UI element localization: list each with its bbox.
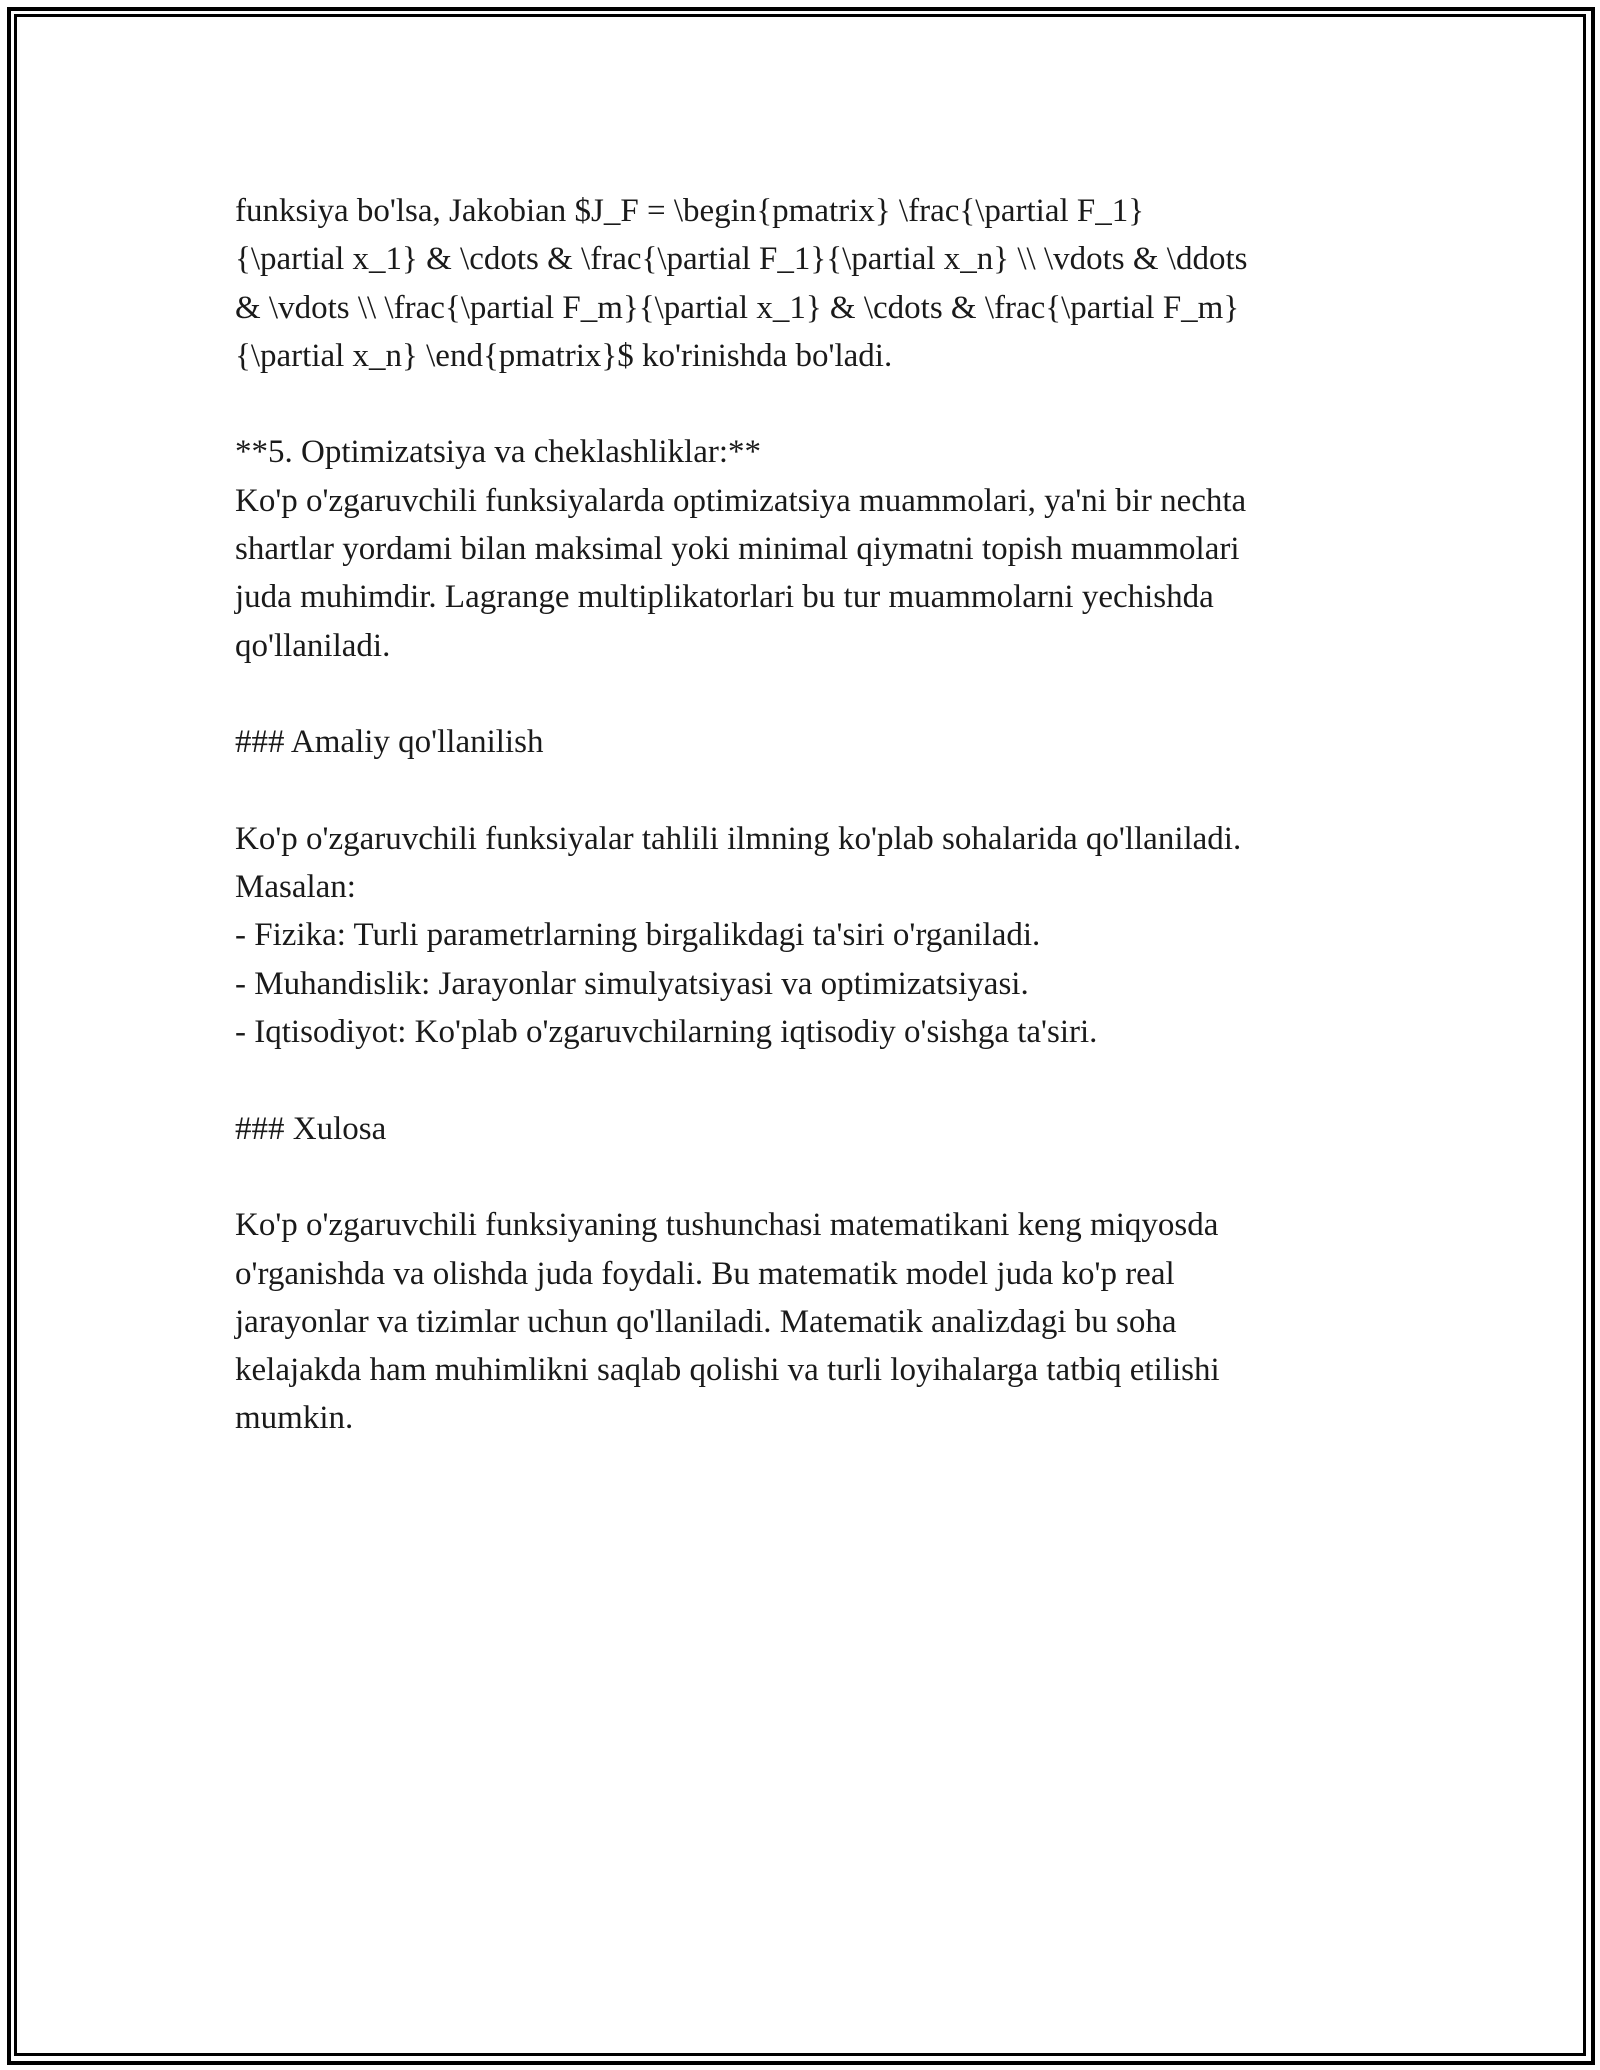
paragraph-gap <box>235 670 1375 718</box>
document-body <box>235 187 1375 1443</box>
text-line: jarayonlar va tizimlar uchun qo'llaniladi. Matematik analizdagi bu soha <box>235 1303 1177 1340</box>
text-line: Ko'p o'zgaruvchili funksiyalarda optimizatsiya muammolari, ya'ni bir nechta <box>235 482 1247 519</box>
text-line: Masalan: <box>235 869 356 906</box>
paragraph-gap <box>235 1056 1375 1104</box>
paragraph-gap <box>235 380 1375 428</box>
text-line: juda muhimdir. Lagrange multiplikatorlari bu tur muammolarni yechishda <box>235 579 1214 616</box>
list-item: - Fizika: Turli parametrlarning birgalikdagi ta'siri o'rganiladi. <box>235 917 1041 954</box>
paragraph-gap <box>235 767 1375 815</box>
list-item: - Muhandislik: Jarayonlar simulyatsiyasi va optimizatsiyasi. <box>235 965 1029 1002</box>
text-line: & \vdots \\ \frac{\partial F_m}{\partial x_1} & \cdots & \frac{\partial F_m} <box>235 289 1240 326</box>
section-heading: ### Amaliy qo'llanilish <box>235 724 544 761</box>
list-item: - Iqtisodiyot: Ko'plab o'zgaruvchilarning iqtisodiy o'sishga ta'siri. <box>235 1014 1098 1051</box>
text-line: shartlar yordami bilan maksimal yoki minimal qiymatni topish muammolari <box>235 531 1240 568</box>
text-line: Ko'p o'zgaruvchili funksiyaning tushunchasi matematikani keng miqyosda <box>235 1207 1219 1244</box>
text-line: funksiya bo'lsa, Jakobian $J_F = \begin{pmatrix} \frac{\partial F_1} <box>235 193 1145 229</box>
text-line: Ko'p o'zgaruvchili funksiyalar tahlili ilmning ko'plab sohalarida qo'llaniladi. <box>235 820 1242 857</box>
text-line: qo'llaniladi. <box>235 627 391 664</box>
text-line: o'rganishda va olishda juda foydali. Bu matematik model juda ko'p real <box>235 1255 1175 1292</box>
text-line: {\partial x_1} & \cdots & \frac{\partial F_1}{\partial x_n} \\ \vdots & \ddots <box>235 241 1248 278</box>
section-heading: **5. Optimizatsiya va cheklashliklar:** <box>235 434 762 471</box>
text-line: {\partial x_n} \end{pmatrix}$ ko'rinishda bo'ladi. <box>235 337 893 374</box>
text-line: mumkin. <box>235 1400 354 1437</box>
text-line: kelajakda ham muhimlikni saqlab qolishi va turli loyihalarga tatbiq etilishi <box>235 1352 1220 1389</box>
paragraph-gap <box>235 1153 1375 1201</box>
section-heading: ### Xulosa <box>235 1110 387 1147</box>
